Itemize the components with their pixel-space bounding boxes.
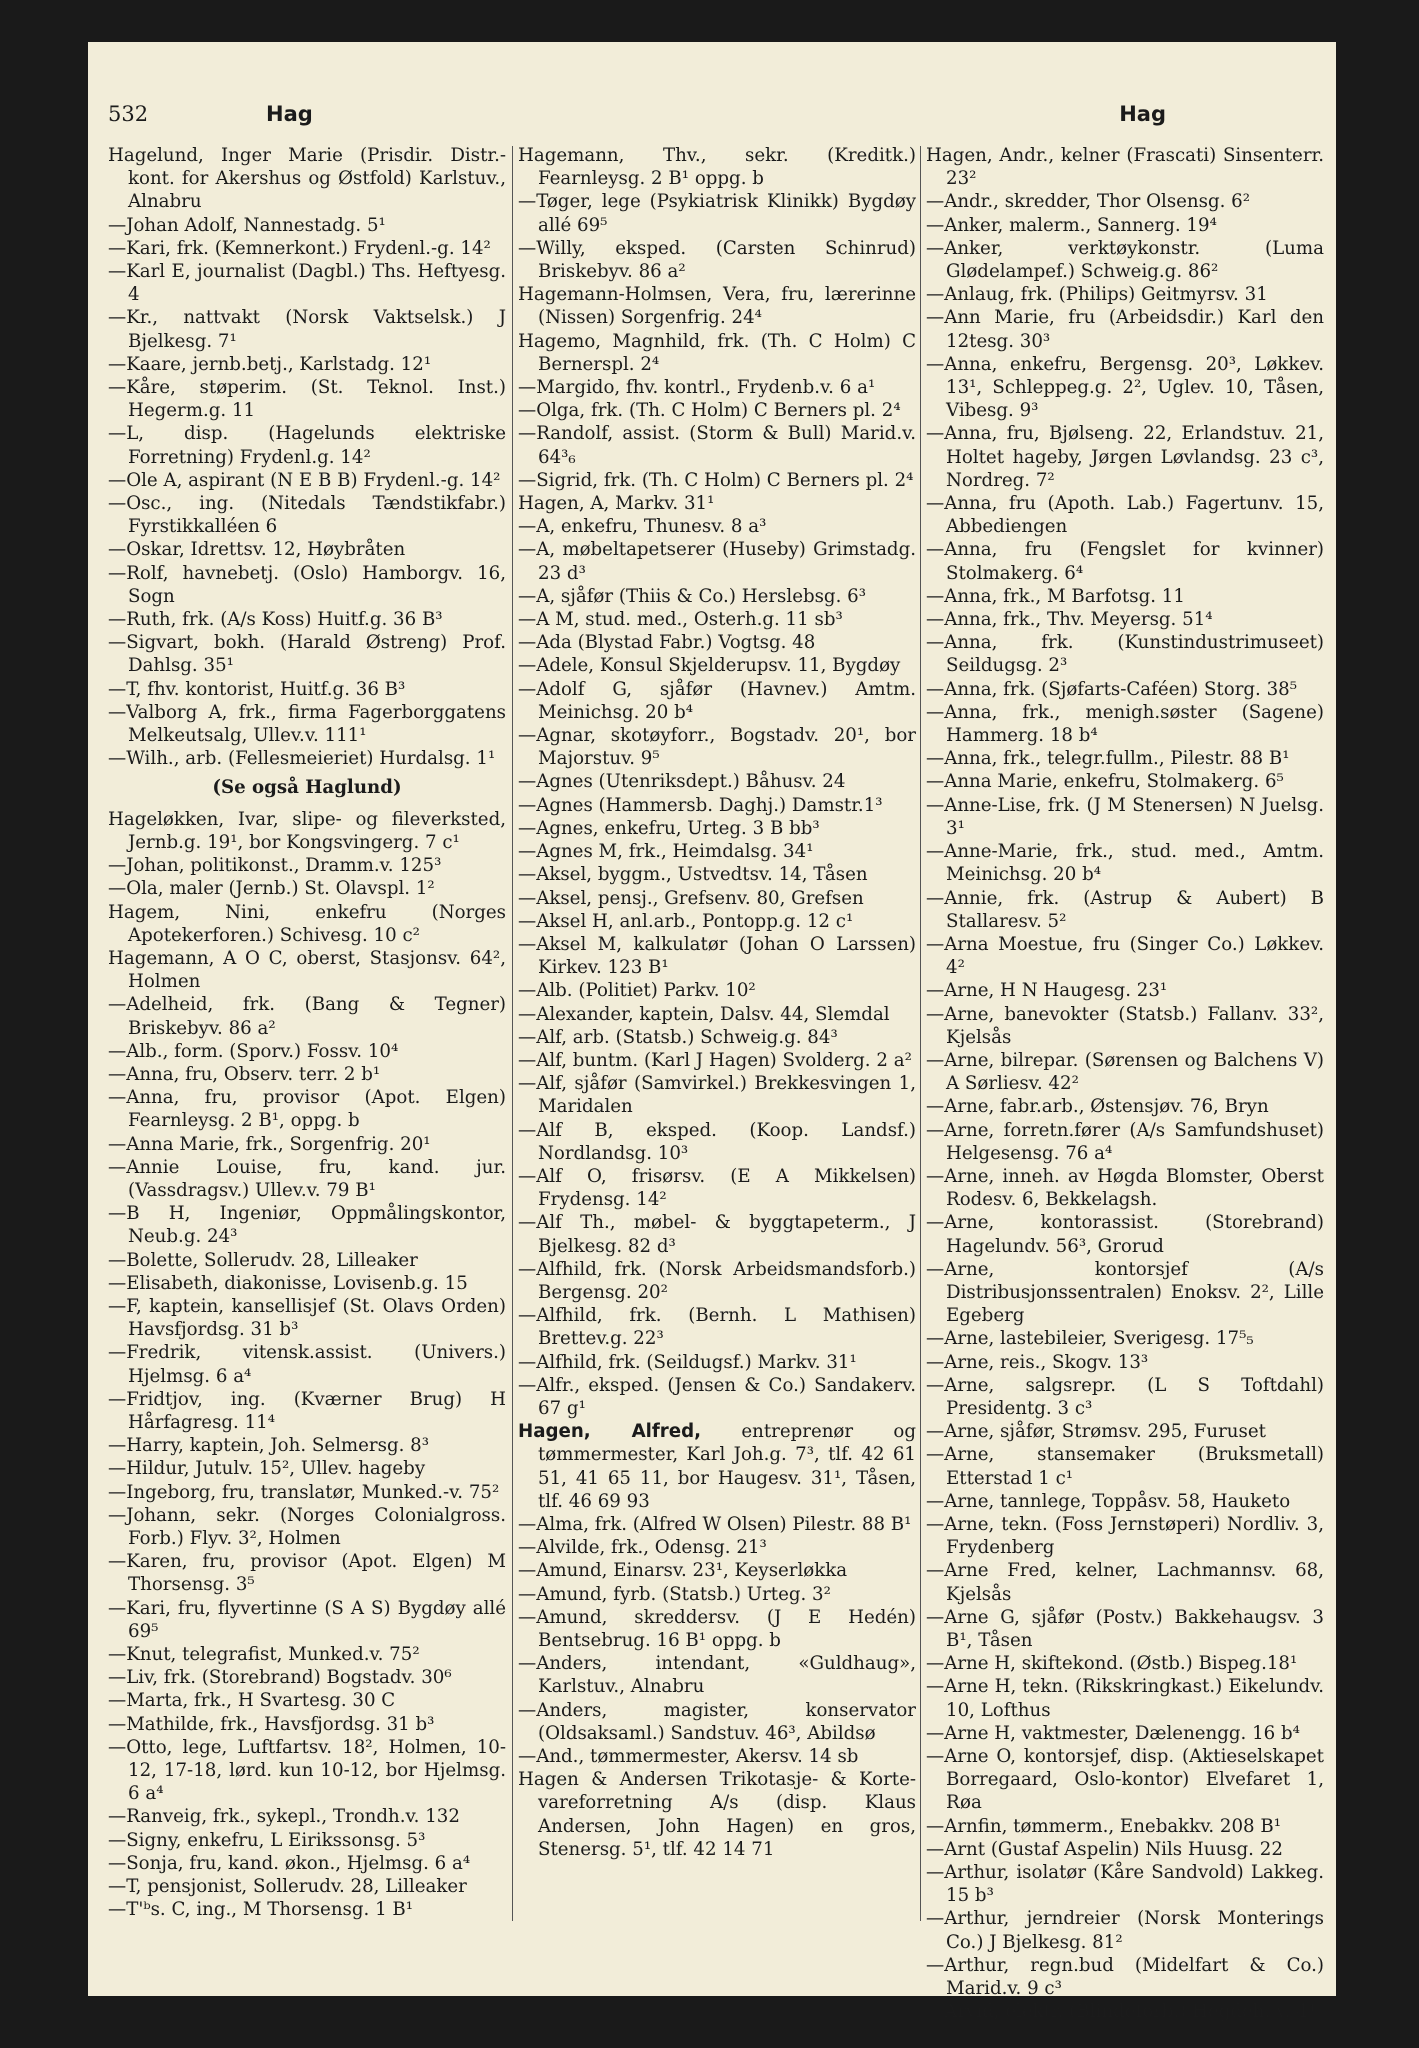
directory-entry: —Fredrik, vitensk.assist. (Univers.) Hjelmsg. 6 a⁴: [108, 1342, 506, 1387]
directory-entry: —Kari, frk. (Kemnerkont.) Frydenl.-g. 14²: [108, 237, 491, 259]
directory-entry: —Ole A, aspirant (N E B B) Frydenl.-g. 14²: [108, 469, 501, 491]
directory-entry: —Rolf, havnebetj. (Oslo) Hamborgv. 16, Sogn: [108, 562, 506, 607]
directory-entry: —Anlaug, frk. (Philips) Geitmyrsv. 31: [926, 284, 1268, 306]
directory-entry: —Arne, forretn.fører (A/s Samfundshuset) Helgesensg. 76 a⁴: [926, 1119, 1324, 1164]
directory-entry: —Arvid, elektr. (Blindeforb.) Hegdeh.-v. 4⁴: [926, 2001, 1315, 2023]
directory-page: [88, 42, 1336, 2023]
page-number: 532: [108, 102, 149, 126]
directory-entry: —Harry, kaptein, Joh. Selmersg. 8³: [108, 1435, 430, 1457]
directory-entry: —Arne O, kontorsjef, disp. (Aktieselskapet Borregaard, Oslo-kontor) Elvefaret 1, Røa: [926, 1746, 1324, 1814]
directory-entry: —Signy, enkefru, L Eirikssonsg. 5³: [108, 1829, 426, 1851]
directory-entry: —Aksel H, anl.arb., Pontopp.g. 12 c¹: [518, 910, 854, 932]
directory-entry: —T, pensjonist, Sollerudv. 28, Lilleaker: [108, 1876, 467, 1898]
directory-entry: —Aksel M, kalkulatør (Johan O Larssen) Kirkev. 123 B¹: [518, 933, 916, 979]
directory-entry: —Arne, inneh. av Høgda Blomster, Oberst Rodesv. 6, Bekkelagsh.: [926, 1165, 1324, 1211]
directory-entry: —Otto, lege, Luftfartsv. 18², Holmen, 10-12, 17-18, lørd. kun 10-12, bor Hjelmsg. 6 a⁴: [108, 1736, 506, 1805]
directory-entry: (Se også Haglund): [212, 777, 402, 799]
directory-entry: —Anna, fru, Observ. terr. 2 b¹: [108, 1063, 381, 1085]
directory-entry: —Arne G, sjåfør (Postv.) Bakkehaugsv. 3 B¹, Tåsen: [926, 1606, 1324, 1651]
directory-entry: Hagemann, A O C, oberst, Stasjonsv. 64², Holmen: [108, 947, 506, 993]
directory-entry: —Ann Marie, fru (Arbeidsdir.) Karl den 12tesg. 30³: [926, 307, 1324, 352]
directory-entry: —Arne, tekn. (Foss Jernstøperi) Nordliv. 3, Frydenberg: [926, 1513, 1324, 1559]
directory-entry: —Alfhild, frk. (Seildugsf.) Markv. 31¹: [518, 1351, 857, 1373]
directory-entry: —Anna, frk., telegr.fullm., Pilestr. 88 B¹: [926, 748, 1290, 770]
directory-entry: —Annie Louise, fru, kand. jur. (Vassdragsv.) Ullev.v. 79 B¹: [108, 1156, 506, 1201]
directory-entry: —Anders, magister, konservator (Oldsaksaml.) Sandstuv. 46³, Abildsø: [518, 1699, 916, 1744]
directory-entry: —A M, stud. med., Osterh.g. 11 sb³: [518, 609, 843, 631]
directory-entry: —Amund, Einarsv. 23¹, Keyserløkka: [518, 1560, 848, 1582]
directory-entry: —Elisabeth, diakonisse, Lovisenb.g. 15: [108, 1272, 468, 1294]
directory-entry: —Amund, fyrb. (Statsb.) Urteg. 3²: [518, 1583, 831, 1605]
directory-entry: —Tøger, lege (Psykiatrisk Klinikk) Bygdøy allé 69⁵: [518, 191, 916, 236]
directory-entry: —Alvilde, frk., Odensg. 21³: [518, 1537, 767, 1559]
directory-entry: —Kaare, jernb.betj., Karlstadg. 12¹: [108, 353, 432, 375]
directory-entry: —Alf, buntm. (Karl J Hagen) Svolderg. 2 a²: [518, 1049, 912, 1071]
directory-entry: —Arthur, regn.bud (Midelfart & Co.) Marid.v. 9 c³: [926, 1954, 1324, 2000]
directory-entry: —Agnes, enkefru, Urteg. 3 B bb³: [518, 817, 820, 839]
directory-entry: —Anna, fru (Apoth. Lab.) Fagertunv. 15, Abbediengen: [926, 493, 1324, 538]
directory-entry: —Sigrid, frk. (Th. C Holm) C Berners pl. 2⁴: [518, 469, 914, 491]
directory-entry: —Arne, kontorsjef (A/s Distribusjonssentralen) Enoksv. 2², Lille Egeberg: [926, 1258, 1324, 1327]
directory-entry: —Alfhild, frk. (Norsk Arbeidsmandsforb.) Bergensg. 20²: [518, 1258, 916, 1303]
directory-entry: Hagemo, Magnhild, frk. (Th. C Holm) C Bernerspl. 2⁴: [518, 330, 916, 375]
running-head-left: Hag: [266, 102, 313, 126]
directory-entry: —Margido, fhv. kontrl., Frydenb.v. 6 a¹: [518, 377, 876, 399]
directory-entry: —Alexander, kaptein, Dalsv. 44, Slemdal: [518, 1003, 890, 1025]
directory-entry: —Andr., skredder, Thor Olsensg. 6²: [926, 191, 1251, 213]
directory-entry: —And., tømmermester, Akersv. 14 sb: [518, 1746, 859, 1768]
directory-entry: —Arne, H N Haugesg. 23¹: [926, 980, 1168, 1002]
directory-entry: —Liv, frk. (Storebrand) Bogstadv. 30⁶: [108, 1667, 452, 1689]
directory-entry: —Arnfin, tømmerm., Enebakkv. 208 B¹: [926, 1815, 1282, 1837]
directory-entry: Hagen & Andersen Trikotasje- & Korte-vareforretning A/s (disp. Klaus Andersen, John Hagen) en gros, Stenersg. 5¹, tlf. 42 14 71: [518, 1769, 916, 1860]
directory-entry: —Arne H, vaktmester, Dælenengg. 16 b⁴: [926, 1722, 1300, 1744]
directory-entry: —Anders, intendant, «Guldhaug», Karlstuv., Alnabru: [518, 1653, 916, 1698]
directory-entry: —Agnes M, frk., Heimdalsg. 34¹: [518, 841, 814, 863]
directory-entry: —Ingeborg, fru, translatør, Munked.-v. 75²: [108, 1481, 500, 1503]
page-header: [108, 102, 1308, 142]
directory-entry: —Ruth, frk. (A/s Koss) Huitf.g. 36 B³: [108, 609, 443, 631]
bold-headword: Hagen, Alfred,: [518, 1421, 702, 1443]
directory-entry: —Agnar, skotøyforr., Bogstadv. 20¹, bor Majorstuv. 9⁵: [518, 725, 916, 770]
directory-entry: —Karen, fru, provisor (Apot. Elgen) M Thorsensg. 3⁵: [108, 1551, 506, 1596]
directory-entry: —Sigvart, bokh. (Harald Østreng) Prof. Dahlsg. 35¹: [108, 632, 506, 677]
directory-entry: —Arne, reis., Skogv. 13³: [926, 1351, 1149, 1373]
directory-entry: —Alb., form. (Sporv.) Fossv. 10⁴: [108, 1040, 399, 1062]
directory-entry: Hageløkken, Ivar, slipe- og fileverksted, Jernb.g. 19¹, bor Kongsvingerg. 7 c¹: [108, 808, 506, 853]
directory-entry: —Arne, fabr.arb., Østensjøv. 76, Bryn: [926, 1096, 1269, 1118]
running-head-right: Hag: [1119, 102, 1166, 126]
directory-entry: —Anna Marie, frk., Sorgenfrig. 20¹: [108, 1133, 431, 1155]
directory-entry: —Willy, eksped. (Carsten Schinrud) Briskebyv. 86 a²: [518, 237, 916, 283]
directory-entry: —Anna, frk. (Kunstindustrimuseet) Seildugsg. 2³: [926, 632, 1324, 677]
directory-entry: —Arne H, tekn. (Rikskringkast.) Eikelundv. 10, Lofthus: [926, 1676, 1324, 1721]
directory-entry: —Amund, skreddersv. (J E Hedén) Bentsebrug. 16 B¹ oppg. b: [518, 1606, 916, 1651]
directory-entry: Hagen, Andr., kelner (Frascati) Sinsenterr. 23²: [926, 145, 1324, 190]
directory-entry: —Valborg A, frk., firma Fagerborggatens Melkeutsalg, Ullev.v. 111¹: [108, 701, 506, 747]
directory-entry: —Alf B, eksped. (Koop. Landsf.) Nordlandsg. 10³: [518, 1119, 916, 1164]
directory-entry: —Arne Fred, kelner, Lachmannsv. 68, Kjelsås: [926, 1560, 1324, 1605]
directory-entry: —Osc., ing. (Nitedals Tændstikfabr.) Fyrstikkalléen 6: [108, 493, 506, 538]
directory-entry: Hagemann-Holmsen, Vera, fru, lærerinne (Nissen) Sorgenfrig. 24⁴: [518, 284, 916, 329]
directory-entry: —A, enkefru, Thunesv. 8 a³: [518, 516, 767, 538]
directory-entry: —Johann, sekr. (Norges Colonialgross. Forb.) Flyv. 3², Holmen: [108, 1504, 506, 1549]
directory-entry: —Arnt (Gustaf Aspelin) Nils Huusg. 22: [926, 1838, 1283, 1860]
directory-entry: —Ranveig, frk., sykepl., Trondh.v. 132: [108, 1806, 460, 1828]
directory-entry: —Kr., nattvakt (Norsk Vaktselsk.) J Bjelkesg. 7¹: [108, 307, 506, 352]
directory-entry: —Anne-Marie, frk., stud. med., Amtm. Meinichsg. 20 b⁴: [926, 841, 1324, 886]
directory-entry: —Alf, sjåfør (Samvirkel.) Brekkesvingen 1, Maridalen: [518, 1073, 916, 1118]
directory-entry: —Annie, frk. (Astrup & Aubert) B Stallaresv. 5²: [926, 887, 1324, 932]
directory-entry: —Olga, frk. (Th. C Holm) C Berners pl. 2⁴: [518, 400, 901, 422]
directory-entry: —Anna Marie, enkefru, Stolmakerg. 6⁵: [926, 771, 1284, 793]
directory-entry: —Arne, kontorassist. (Storebrand) Hagelundv. 56³, Grorud: [926, 1212, 1324, 1257]
directory-entry: —Alb. (Politiet) Parkv. 10²: [518, 980, 756, 1002]
directory-entry: —Kari, fru, flyvertinne (S A S) Bygdøy allé 69⁵: [108, 1597, 506, 1642]
directory-entry: —Arne, stansemaker (Bruksmetall) Etterstad 1 c¹: [926, 1444, 1324, 1489]
directory-entry: —T'ᵇs. C, ing., M Thorsensg. 1 B¹: [108, 1899, 414, 1921]
directory-entry: —Alf Th., møbel- & byggtapeterm., J Bjelkesg. 82 d³: [518, 1212, 916, 1257]
directory-entry: —Arne, bilrepar. (Sørensen og Balchens V) A Sørliesv. 42²: [926, 1049, 1324, 1095]
directory-entry: —A, sjåfør (Thiis & Co.) Herslebsg. 6³: [518, 585, 866, 607]
directory-entry: —Anna, frk., menigh.søster (Sagene) Hammerg. 18 b⁴: [926, 701, 1324, 747]
directory-entry: —Anker, malerm., Sannerg. 19⁴: [926, 214, 1217, 236]
directory-entry: —Alfhild, frk. (Bernh. L Mathisen) Brettev.g. 22³: [518, 1305, 916, 1350]
directory-entry: —Anne-Lise, frk. (J M Stenersen) N Juelsg. 3¹: [926, 794, 1324, 839]
directory-entry: —Randolf, assist. (Storm & Bull) Marid.v. 64³₆: [518, 423, 916, 468]
directory-entry: —Wilh., arb. (Fellesmeieriet) Hurdalsg. 1¹: [108, 748, 496, 770]
directory-entry: —Alma, frk. (Alfred W Olsen) Pilestr. 88 B¹: [518, 1513, 912, 1535]
directory-entry: —Arna Moestue, fru (Singer Co.) Løkkev. 4²: [926, 933, 1324, 979]
directory-entry: —T, fhv. kontorist, Huitf.g. 36 B³: [108, 678, 406, 700]
directory-entry: Hagelund, Inger Marie (Prisdir. Distr.-kont. for Akershus og Østfold) Karlstuv., Alnabru: [108, 145, 506, 213]
directory-entry: Hagen, Alfred, entreprenør og tømmermester, Karl Joh.g. 7³, tlf. 42 61 51, 41 65 11, bor Haugesv. 31¹, Tåsen, tlf. 46 69 93: [518, 1421, 916, 1512]
directory-entry: —Anna, fru (Fengslet for kvinner) Stolmakerg. 6⁴: [926, 539, 1324, 584]
directory-entry: —Aksel, byggm., Ustvedtsv. 14, Tåsen: [518, 864, 868, 886]
directory-entry: —Arthur, jerndreier (Norsk Monterings Co.) J Bjelkesg. 81²: [926, 1908, 1324, 1953]
directory-entry: —Arne H, skiftekond. (Østb.) Bispeg.18¹: [926, 1653, 1298, 1675]
directory-entry: Hagen, A, Markv. 31¹: [518, 493, 715, 515]
directory-entry: —Anna, frk., Thv. Meyersg. 51⁴: [926, 609, 1213, 631]
directory-entry: —Johan, politikonst., Dramm.v. 125³: [108, 855, 442, 877]
directory-entry: —Marta, frk., H Svartesg. 30 C: [108, 1690, 396, 1712]
directory-entry: —Anna, fru, provisor (Apot. Elgen) Fearnleysg. 2 B¹, oppg. b: [108, 1087, 506, 1132]
directory-entry: Hagem, Nini, enkefru (Norges Apotekerforen.) Schivesg. 10 c²: [108, 901, 506, 946]
directory-entry: —Alf, arb. (Statsb.) Schweig.g. 84³: [518, 1026, 838, 1048]
directory-entry: —Alfr., eksped. (Jensen & Co.) Sandakerv. 67 g¹: [518, 1374, 916, 1419]
directory-entry: Hagemann, Thv., sekr. (Kreditk.) Fearnleysg. 2 B¹ oppg. b: [518, 145, 916, 190]
column-divider: [512, 146, 513, 1921]
directory-entry: —Sonja, fru, kand. økon., Hjelmsg. 6 a⁴: [108, 1852, 471, 1874]
directory-entry: —Arne, lastebileier, Sverigesg. 17⁵₅: [926, 1328, 1254, 1350]
directory-entry: —Adolf G, sjåfør (Havnev.) Amtm. Meinichsg. 20 b⁴: [518, 678, 916, 723]
directory-entry: —Anna, frk. (Sjøfarts-Caféen) Storg. 38⁵: [926, 678, 1298, 700]
directory-entry: —Arthur, isolatør (Kåre Sandvold) Lakkeg. 15 b³: [926, 1862, 1324, 1907]
directory-entry: —Karl E, journalist (Dagbl.) Ths. Heftyesg. 4: [108, 261, 506, 306]
directory-entry: —L, disp. (Hagelunds elektriske Forretning) Frydenl.g. 14²: [108, 423, 506, 468]
column-3: [926, 144, 1324, 2023]
directory-entry: —Anna, enkefru, Bergensg. 20³, Løkkev. 13¹, Schleppeg.g. 2², Uglev. 10, Tåsen, Vibesg. 9³: [926, 353, 1324, 422]
directory-entry: —Anker, verktøykonstr. (Luma Glødelampef.) Schweig.g. 86²: [926, 237, 1324, 283]
directory-entry: —Mathilde, frk., Havsfjordsg. 31 b³: [108, 1713, 435, 1735]
directory-entry: —Agnes (Hammersb. Daghj.) Damstr.1³: [518, 794, 883, 816]
directory-entry: —Agnes (Utenriksdept.) Båhusv. 24: [518, 771, 846, 793]
directory-entry: —Arne, salgsrepr. (L S Toftdahl) Presidentg. 3 c³: [926, 1374, 1324, 1419]
directory-entry: —Oskar, Idrettsv. 12, Høybråten: [108, 539, 406, 561]
directory-entry: —F, kaptein, kansellisjef (St. Olavs Orden) Havsfjordsg. 31 b³: [108, 1295, 506, 1341]
directory-entry: —Arne, tannlege, Toppåsv. 58, Hauketo: [926, 1490, 1291, 1512]
directory-entry: —B H, Ingeniør, Oppmålingskontor, Neub.g. 24³: [108, 1203, 506, 1248]
directory-entry: —Hildur, Jutulv. 15², Ullev. hageby: [108, 1458, 426, 1480]
directory-entry: —Arne, sjåfør, Strømsv. 295, Furuset: [926, 1421, 1266, 1443]
directory-entry: —Ola, maler (Jernb.) St. Olavspl. 1²: [108, 878, 435, 900]
column-1: [108, 144, 506, 1924]
directory-entry: —Anna, frk., M Barfotsg. 11: [926, 585, 1185, 607]
directory-entry: —Fridtjov, ing. (Kværner Brug) H Hårfagresg. 11⁴: [108, 1388, 506, 1433]
directory-entry: —Arne, banevokter (Statsb.) Fallanv. 33², Kjelsås: [926, 1003, 1324, 1048]
directory-entry: —Adele, Konsul Skjelderupsv. 11, Bygdøy: [518, 655, 901, 677]
directory-entry: —A, møbeltapetserer (Huseby) Grimstadg. 23 d³: [518, 539, 916, 584]
directory-entry: —Alf O, frisørsv. (E A Mikkelsen) Frydensg. 14²: [518, 1165, 916, 1211]
directory-entry: —Johan Adolf, Nannestadg. 5¹: [108, 214, 386, 236]
directory-entry: —Adelheid, frk. (Bang & Tegner) Briskebyv. 86 a²: [108, 994, 506, 1039]
directory-entry: —Bolette, Sollerudv. 28, Lilleaker: [108, 1249, 418, 1271]
directory-entry: —Ada (Blystad Fabr.) Vogtsg. 48: [518, 632, 816, 654]
column-2: [518, 144, 916, 1924]
directory-entry: —Knut, telegrafist, Munked.v. 75²: [108, 1644, 420, 1665]
column-divider: [920, 146, 921, 1921]
directory-entry: —Anna, fru, Bjølseng. 22, Erlandstuv. 21, Holtet hageby, Jørgen Løvlandsg. 23 c³, Nordreg. 7²: [926, 423, 1324, 491]
directory-entry: —Kåre, støperim. (St. Teknol. Inst.) Hegerm.g. 11: [108, 377, 506, 422]
directory-entry: —Aksel, pensj., Grefsenv. 80, Grefsen: [518, 887, 864, 909]
